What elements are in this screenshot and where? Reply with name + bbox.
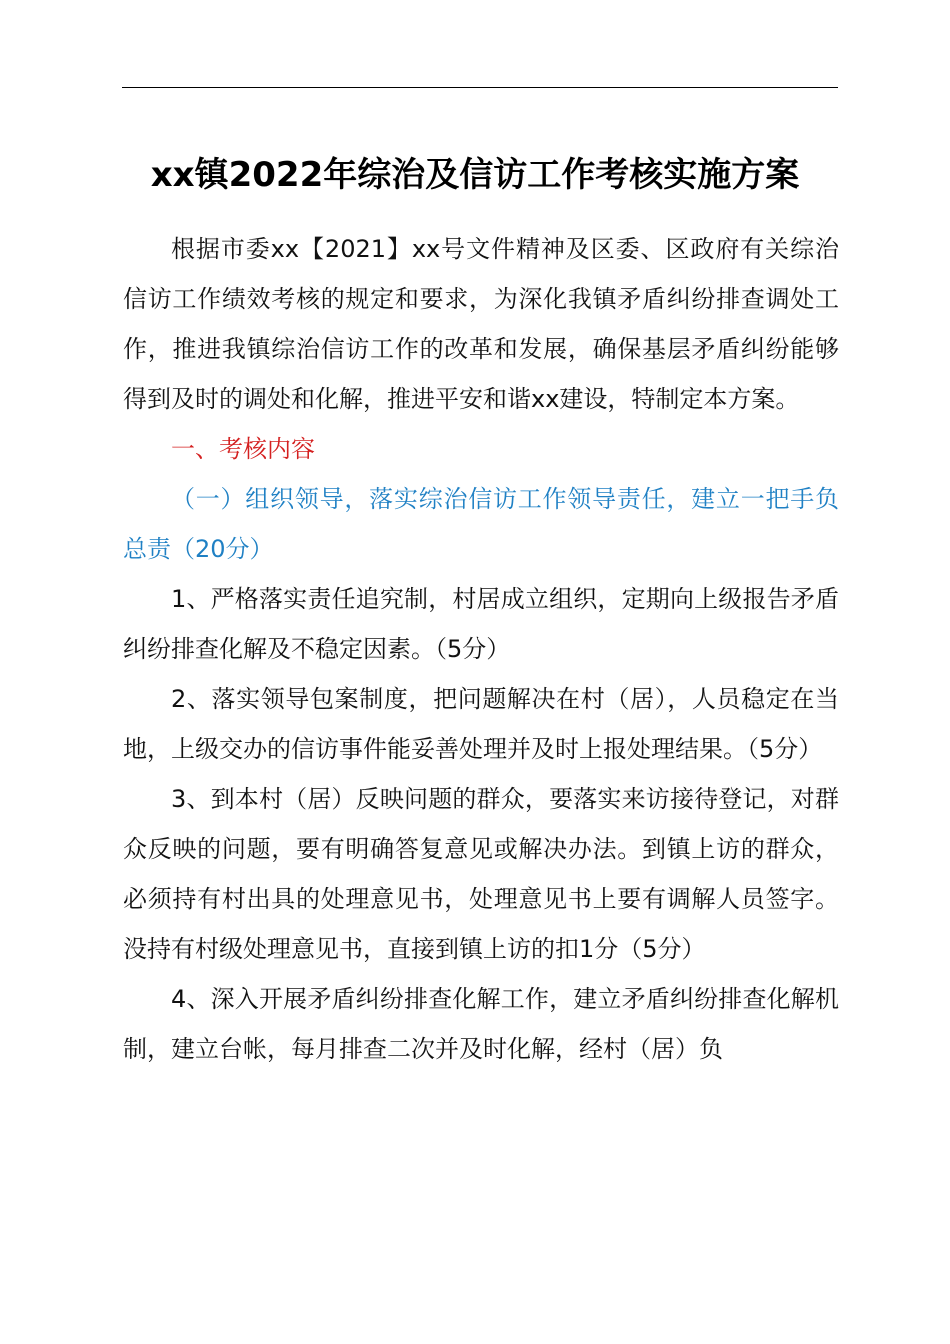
document-body	[123, 224, 839, 1074]
list-item: 1、严格落实责任追究制，村居成立组织，定期向上级报告矛盾纠纷排查化解及不稳定因素。（5分）	[123, 585, 839, 663]
list-item: 2、落实领导包案制度，把问题解决在村（居），人员稳定在当地，上级交办的信访事件能妥善处理并及时上报处理结果。（5分）	[123, 685, 839, 763]
list-item: 3、到本村（居）反映问题的群众，要落实来访接待登记，对群众反映的问题，要有明确答复意见或解决办法。到镇上访的群众，必须持有村出具的处理意见书，处理意见书上要有调解人员签字。没持有村级处理意见书，直接到镇上访的扣1分（5分）	[123, 785, 839, 963]
document-title: xx镇2022年综治及信访工作考核实施方案	[150, 155, 800, 195]
section-heading: 一、考核内容	[171, 435, 315, 463]
intro-paragraph: 根据市委xx【2021】xx号文件精神及区委、区政府有关综治信访工作绩效考核的规定和要求，为深化我镇矛盾纠纷排查调处工作，推进我镇综治信访工作的改革和发展，确保基层矛盾纠纷能够得到及时的调处和化解，推进平安和谐xx建设，特制定本方案。	[123, 235, 839, 413]
header-rule	[122, 87, 838, 88]
list-item: 4、深入开展矛盾纠纷排查化解工作，建立矛盾纠纷排查化解机制，建立台帐，每月排查二次并及时化解，经村（居）负	[123, 985, 839, 1063]
subsection-heading: （一）组织领导，落实综治信访工作领导责任，建立一把手负总责（20分）	[123, 485, 839, 563]
